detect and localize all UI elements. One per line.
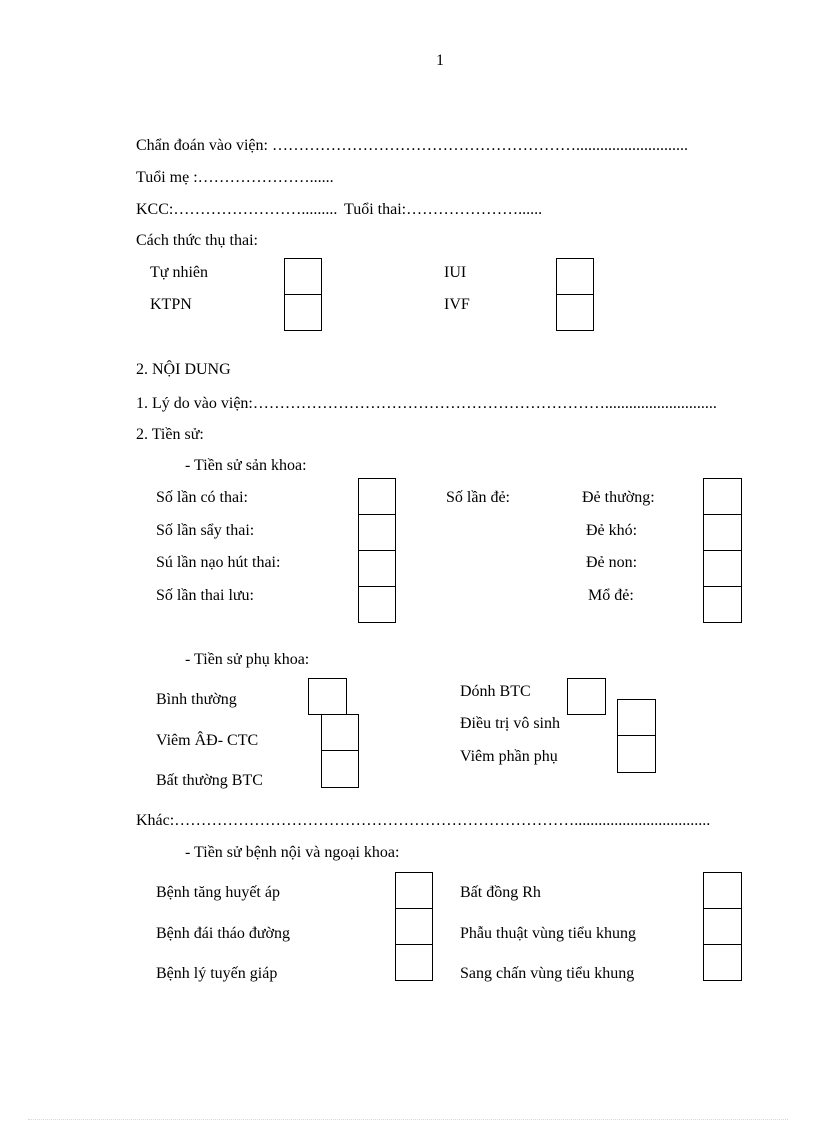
gyn-normal-checkbox[interactable] [308,678,347,715]
infertility-treatment-label: Điều trị vô sinh [460,715,560,732]
cesarean-box[interactable] [703,586,742,623]
miscarriages-label: Số lần sẩy thai: [156,522,255,539]
conception-iui-label: IUI [444,264,467,281]
section-title: 2. NỘI DUNG [136,361,231,378]
hypertension-label: Bệnh tăng huyết áp [156,884,280,901]
thyroid-label: Bệnh lý tuyến giáp [156,965,278,982]
pelvic-surgery-label: Phẫu thuật vùng tiểu khung [460,925,636,942]
pelvic-surgery-checkbox[interactable] [703,908,742,945]
stillbirths-label: Số lần thai lưu: [156,587,254,604]
medical-history-title: - Tiền sử bệnh nội và ngoại khoa: [185,844,400,861]
rh-incompatibility-checkbox[interactable] [703,872,742,909]
conception-method-label: Cách thức thụ thai: [136,232,258,249]
abortions-box[interactable] [358,550,396,587]
thyroid-checkbox[interactable] [395,944,433,981]
mother-age-line: Tuổi mẹ :…………………...... [136,169,334,186]
adnexitis-label: Viêm phần phụ [460,748,558,765]
pregnancies-label: Số lần có thai: [156,489,248,506]
conception-ktpn-checkbox[interactable] [284,294,322,331]
gyn-normal-label: Bình thường [156,691,237,708]
gestational-age-line: Tuổi thai:…………………...... [344,201,543,218]
normal-birth-label: Đẻ thường: [582,489,655,506]
pelvic-trauma-label: Sang chấn vùng tiểu khung [460,965,635,982]
births-label: Số lần đẻ: [446,489,510,506]
adhesion-btc-checkbox[interactable] [567,678,606,715]
gynecologic-history-title: - Tiền sử phụ khoa: [185,651,310,668]
kcc-line: KCC:……………………......... [136,201,338,218]
abnormal-btc-checkbox[interactable] [321,750,359,788]
admission-diagnosis-line: Chẩn đoán vào viện: …………………………………………………............................ [136,137,688,154]
admission-reason-line: 1. Lý do vào viện:…………………………………………………………............................ [136,395,717,412]
normal-birth-box[interactable] [703,478,742,515]
cervicitis-label: Viêm ÂĐ- CTC [156,732,259,749]
infertility-treatment-checkbox[interactable] [617,699,656,737]
miscarriages-box[interactable] [358,514,396,551]
other-line: Khác:………………………………………………………………….................................. [136,812,711,829]
rh-incompatibility-label: Bất đồng Rh [460,884,541,901]
abortions-label: Sú lần nạo hút thai: [156,554,281,571]
stillbirths-box[interactable] [358,586,396,623]
preterm-birth-label: Đẻ non: [586,554,638,571]
conception-natural-checkbox[interactable] [284,258,322,295]
page-number: 1 [436,52,444,69]
history-title: 2. Tiền sử: [136,426,204,443]
page-bottom-rule [28,1119,788,1120]
preterm-birth-box[interactable] [703,550,742,587]
pregnancies-box[interactable] [358,478,396,515]
difficult-birth-label: Đẻ khó: [586,522,638,539]
conception-ktpn-label: KTPN [150,296,192,313]
abnormal-btc-label: Bất thường BTC [156,772,263,789]
adhesion-btc-label: Dónh BTC [460,683,531,700]
hypertension-checkbox[interactable] [395,872,433,909]
adnexitis-checkbox[interactable] [617,735,656,773]
pelvic-trauma-checkbox[interactable] [703,944,742,981]
difficult-birth-box[interactable] [703,514,742,551]
conception-ivf-checkbox[interactable] [556,294,594,331]
conception-natural-label: Tự nhiên [150,264,208,281]
cervicitis-checkbox[interactable] [321,714,359,752]
cesarean-label: Mổ đẻ: [588,587,634,604]
conception-iui-checkbox[interactable] [556,258,594,295]
diabetes-checkbox[interactable] [395,908,433,945]
diabetes-label: Bệnh đái tháo đường [156,925,290,942]
conception-ivf-label: IVF [444,296,470,313]
obstetric-history-title: - Tiền sử sản khoa: [185,457,307,474]
